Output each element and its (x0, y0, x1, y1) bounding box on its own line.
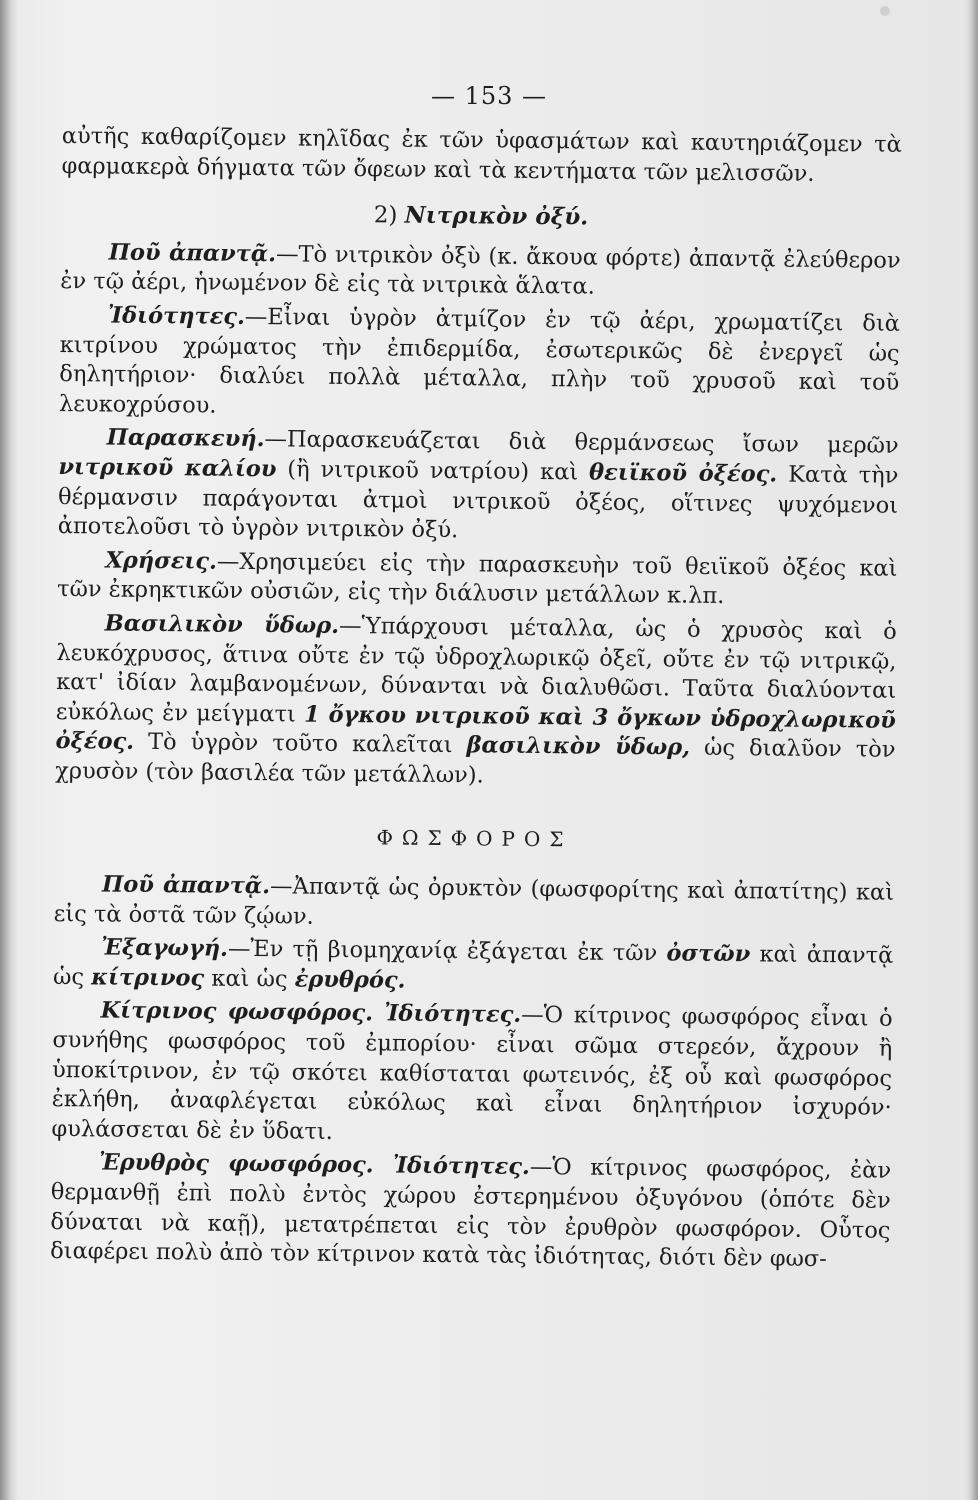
emphasis-mixture: 1 ὄγκου νιτρικοῦ καὶ 3 ὄγκων ὑδροχλωρικοῦ ὀξέος. (55, 701, 896, 756)
paragraph-text: (ἢ νιτρικοῦ νατρίου) καὶ (276, 456, 590, 486)
paragraph-text: —Χρησιμεύει εἰς τὴν παρασκευὴν τοῦ θειϊκοῦ ὀξέος καὶ τῶν ἐκρηκτικῶν οὐσιῶν, εἰς τὴν διάλυσιν μετάλλων κ.λπ. (56, 548, 898, 610)
paragraph-text: —Εἶναι ὑγρὸν ἀτμίζον ἐν τῷ ἀέρι, χρωματίζει διὰ κιτρίνου χρώματος τὴν ἐπιδερμίδα, ἐσωτερικῶς δὲ ἐνεργεῖ ὡς δηλητήριον· διαλύει πολλὰ μέταλλα, πλὴν τοῦ χρυσοῦ καὶ τοῦ λευκοχρύσου. (58, 303, 901, 419)
paragraph-heading: Ποῦ ἀπαντᾷ. (101, 871, 271, 900)
heading-number: 2) (373, 202, 398, 229)
page-text (50, 122, 902, 1280)
section-heading-nitric-acid (61, 197, 901, 236)
paragraph-continuation: αὐτῆς καθαρίζομεν κηλῖδας ἐκ τῶν ὑφασμάτων καὶ καυτηριάζομεν τὰ φαρμακερὰ δήγματα τῶν ὄφεων καὶ τὰ κεντήματα τῶν μελισσῶν. (61, 122, 902, 187)
page-number: — 153 — (430, 82, 548, 110)
paragraph-red-phosphorus (50, 1148, 891, 1275)
paragraph-text: —Ἀπαντᾷ ὡς ὀρυκτὸν (φωσφορίτης καὶ ἀπατίτης) καὶ εἰς τὰ ὀστᾶ τῶν ζῴων. (53, 873, 895, 930)
paragraph-occurrence (60, 238, 901, 306)
paper-spot (880, 6, 890, 16)
emphasis-potassium-nitrate: νιτρικοῦ καλίου (58, 453, 277, 483)
paragraph-phosphorus-occurrence (54, 870, 895, 938)
paragraph-heading: Βασιλικὸν ὕδωρ. (104, 610, 340, 639)
paragraph-heading: Ἐρυθρὸς φωσφόρος. Ἰδιότητες. (98, 1149, 530, 1181)
page-right-edge-shadow (964, 0, 978, 1500)
heading-title: Νιτρικὸν ὀξύ. (404, 201, 589, 231)
paragraph-preparation (58, 423, 899, 550)
emphasis-aqua-regia: βασιλικὸν ὕδωρ, (466, 732, 691, 761)
paragraph-heading: Ποῦ ἀπαντᾷ. (108, 239, 277, 268)
paragraph-text: —Ὁ κίτρινος φωσφόρος εἶναι ὁ συνήθης φωσφόρος τοῦ ἐμπορίου· εἶναι σῶμα στερεόν, ἄχρουν ἢ ὑποκίτρινον, ἐν τῷ σκότει καθίσταται φωτεινός, ἐξ οὗ καὶ φωσφόρος ἐκλήθη, ἀναφλέγεται εὐκόλως καὶ εἶναι δηλητήριον ἰσχυρόν· φυλάσσεται δὲ ἐν ὕδατι. (51, 1002, 893, 1145)
paragraph-heading: Παρασκευή. (106, 424, 265, 453)
paragraph-text: καὶ ἀπαντᾷ ὡς (52, 941, 894, 991)
paragraph-text: καὶ ὡς (204, 965, 295, 993)
emphasis-sulfuric-acid: θειϊκοῦ ὀξέος. (588, 459, 778, 488)
paragraph-properties (59, 301, 900, 428)
paragraph-text: Τὸ ὑγρὸν τοῦτο καλεῖται (133, 729, 467, 759)
paragraph-text: ὡς διαλῦον τὸν χρυσὸν (τὸν βασιλέα τῶν μετάλλων). (55, 734, 896, 789)
paragraph-uses (57, 546, 898, 614)
paragraph-text: —Τὸ νιτρικὸν ὀξὺ (κ. ἄκουα φόρτε) ἀπαντᾷ ἐλεύθερον ἐν τῷ ἀέρι, ἡνωμένον δὲ εἰς τὰ νιτρικὰ ἅλατα. (60, 241, 901, 300)
section-heading-phosphorus: ΦΩΣΦΟΡΟΣ (376, 825, 573, 852)
emphasis-red: ἐρυθρός. (294, 966, 406, 994)
paragraph-text: Κατὰ τὴν θέρμανσιν παράγονται ἀτμοὶ νιτρικοῦ ὀξέος, οἵτινες ψυχόμενοι ἀποτελοῦσι τὸ ὑγρὸν νιτρικὸν ὀξύ. (57, 461, 899, 544)
emphasis-bones: ὀστῶν (666, 940, 751, 968)
paragraph-text: —Παρασκευάζεται διὰ θερμάνσεως ἴσων μερῶν (264, 426, 899, 460)
paragraph-text: —Ὁ κίτρινος φωσφόρος, ἐὰν θερμανθῇ ἐπὶ πολὺ ἐντὸς χώρου ἐστερημένου ὀξυγόνου (ὁπότε δὲν δύναται νὰ καῇ), μετατρέπεται εἰς τὸν ἐρυθρὸν φωσφόρον. Οὗτος διαφέρει πολὺ ἀπὸ τὸν κίτρινον κατὰ τὰς ἰδιότητας, διότι δὲν φωσ- (50, 1154, 892, 1273)
paragraph-heading: Ἰδιότητες. (107, 302, 246, 330)
paragraph-yellow-phosphorus (51, 996, 893, 1153)
paragraph-text: —Ὑπάρχουσι μέταλλα, ὡς ὁ χρυσὸς καὶ ὁ λευκόχρυσος, ἅτινα οὔτε ἐν τῷ ὑδροχλωρικῷ ὀξεῖ, οὔτε ἐν τῷ νιτρικῷ, κατ' ἰδίαν λαμβανομένων, δύνανται νὰ διαλυθῶσι. Ταῦτα διαλύονται εὐκόλως ἐν μείγματι (55, 612, 897, 728)
paragraph-heading: Κίτρινος φωσφόρος. Ἰδιότητες. (100, 997, 522, 1029)
emphasis-yellow: κίτρινος (91, 964, 205, 992)
paragraph-extraction (53, 933, 894, 1001)
paragraph-text: —Ἐν τῇ βιομηχανίᾳ ἐξάγεται ἐκ τῶν (227, 936, 667, 967)
paragraph-aqua-regia (55, 609, 897, 795)
paragraph-heading: Χρήσεις. (105, 547, 218, 575)
page-left-edge-shadow (0, 0, 18, 1500)
paragraph-heading: Ἐξαγωγή. (101, 934, 229, 963)
